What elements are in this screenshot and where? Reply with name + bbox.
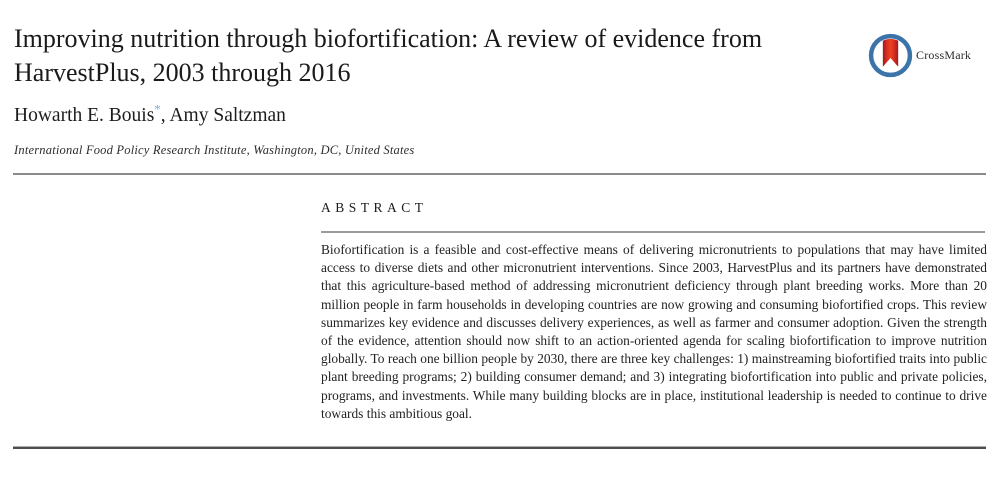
abstract-heading: ABSTRACT xyxy=(321,200,428,215)
crossmark-label: CrossMark xyxy=(916,47,972,62)
abstract-text: Biofortification is a feasible and cost-effective means of delivering micronutrients to populations that may have limited access to diverse diets and other micronutrient interventions. Since 2003, HarvestPlus and its partners have demonstrated that this agriculture-based method of addressing micronutrient deficiency through plant breeding works. More than 20 million people in farm households in developing countries are now growing and consuming biofortified crops. This review summarizes key evidence and discusses delivery experiences, as well as farmer and consumer adoption. Given the strength of the evidence, attention should now shift to an action-oriented agenda for scaling biofortification to improve nutrition globally. To reach one billion people by 2030, there are three key challenges: 1) mainstreaming biofortified traits into public plant breeding programs; 2) building consumer demand; and 3) integrating biofortification into public and private policies, programs, and investments. While many building blocks are in place, institutional leadership is needed to continue to drive towards this ambitious goal. xyxy=(321,242,987,421)
horizontal-rule-header xyxy=(13,173,986,175)
crossmark-logo-icon xyxy=(868,33,913,78)
corresponding-author-asterisk-link[interactable]: * xyxy=(154,101,161,117)
affiliation: International Food Policy Research Institute, Washington, DC, United States xyxy=(14,143,415,157)
author-first: Howarth E. Bouis xyxy=(14,105,155,126)
crossmark-badge[interactable] xyxy=(868,31,986,79)
author-list xyxy=(14,101,286,127)
author-second: Amy Saltzman xyxy=(169,105,286,126)
paper-title: Improving nutrition through biofortification: A review of evidence from HarvestPlus, 2003 through 2016 xyxy=(14,24,763,87)
horizontal-rule-abstract xyxy=(321,231,985,233)
author-separator: , xyxy=(160,105,170,126)
horizontal-rule-footer xyxy=(13,446,986,449)
